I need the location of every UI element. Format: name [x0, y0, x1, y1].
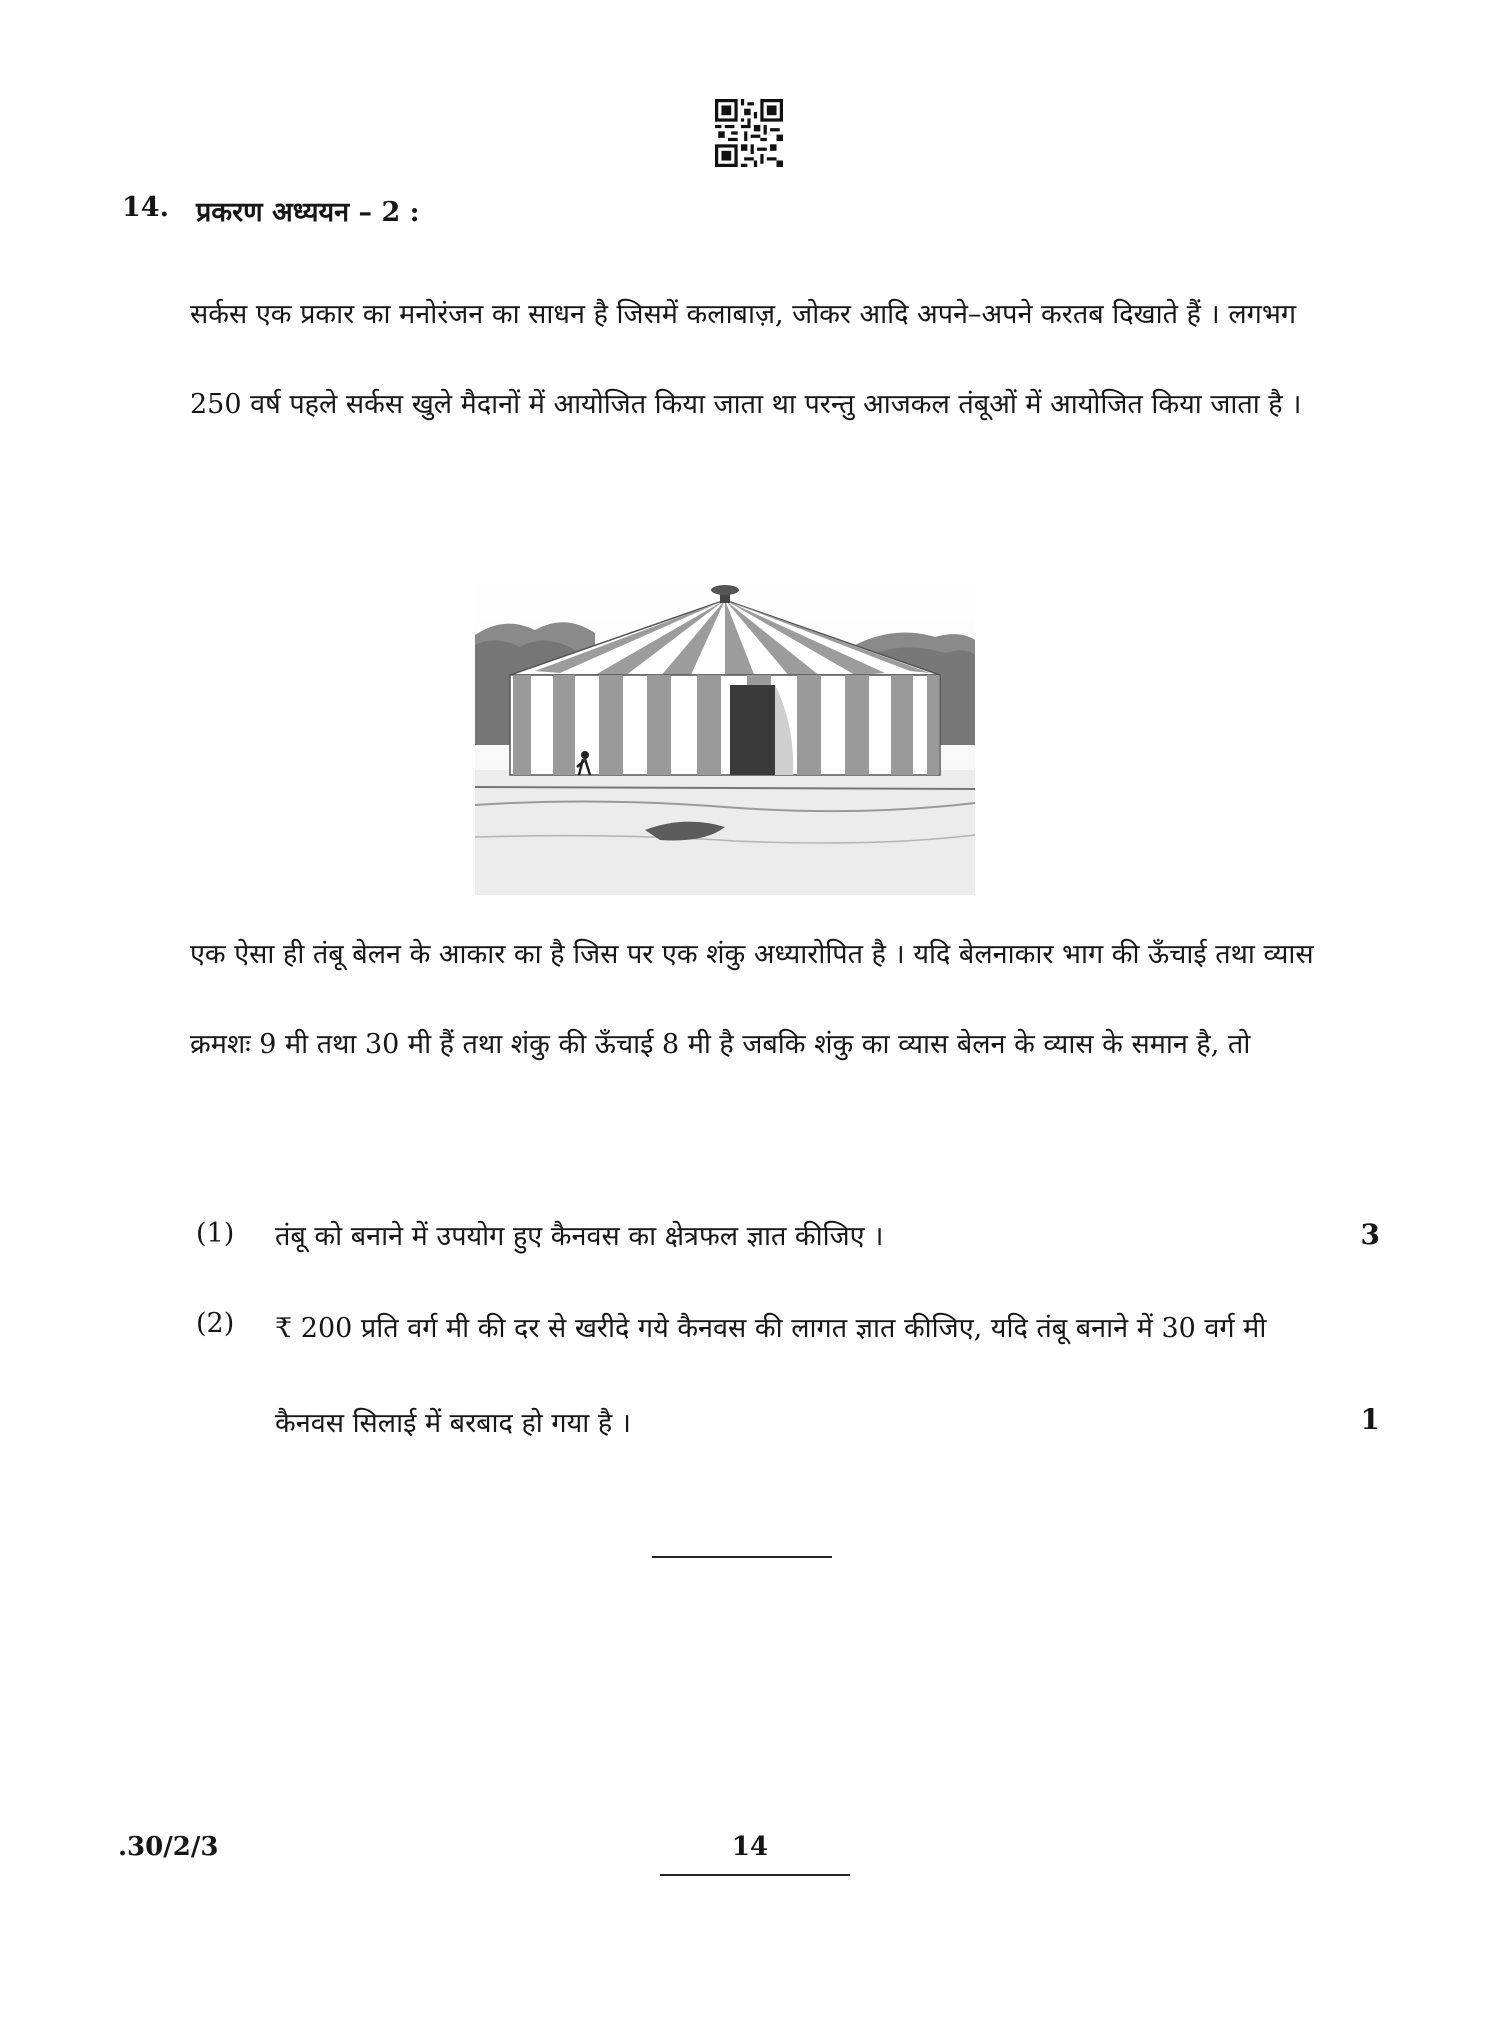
- sub-question-2-text: ₹ 200 प्रति वर्ग मी की दर से खरीदे गये कैनवस की लागत ज्ञात कीजिए, यदि तंबू बनाने में 30 वर्ग मी कैनवस सिलाई में बरबाद हो गया है ।: [275, 1313, 1267, 1439]
- description-paragraph: एक ऐसा ही तंबू बेलन के आकार का है जिस पर एक शंकु अध्यारोपित है । यदि बेलनाकार भाग की ऊँचाई तथा व्यास क्रमशः 9 मी तथा 30 मी हैं तथा शंकु की ऊँचाई 8 मी है जबकि शंकु का व्यास बेलन के व्यास के समान है, तो: [190, 939, 1314, 1060]
- question-number: 14.: [122, 192, 169, 223]
- page-number: 14: [731, 1832, 769, 1862]
- end-divider: [652, 1556, 832, 1558]
- paper-code: .30/2/3: [118, 1832, 219, 1862]
- intro-paragraph: सर्कस एक प्रकार का मनोरंजन का साधन है जिसमें कलाबाज़, जोकर आदि अपने–अपने करतब दिखाते हैं । लगभग 250 वर्ष पहले सर्कस खुले मैदानों में आयोजित किया जाता था परन्तु आजकल तंबूओं में आयोजित किया जाता है ।: [190, 299, 1302, 420]
- page-number-underline: [660, 1874, 850, 1876]
- sub-question-1-number: (1): [196, 1218, 235, 1249]
- question-title: प्रकरण अध्ययन – 2 :: [196, 197, 420, 228]
- sub-question-1-marks: 3: [1360, 1218, 1380, 1251]
- circus-tent-photo: [475, 575, 975, 895]
- sub-question-2-number: (2): [196, 1308, 235, 1339]
- qr-code-icon: [715, 99, 783, 167]
- sub-question-1-text: तंबू को बनाने में उपयोग हुए कैनवस का क्षेत्रफल ज्ञात कीजिए ।: [275, 1221, 884, 1252]
- sub-question-2-marks: 1: [1360, 1403, 1380, 1436]
